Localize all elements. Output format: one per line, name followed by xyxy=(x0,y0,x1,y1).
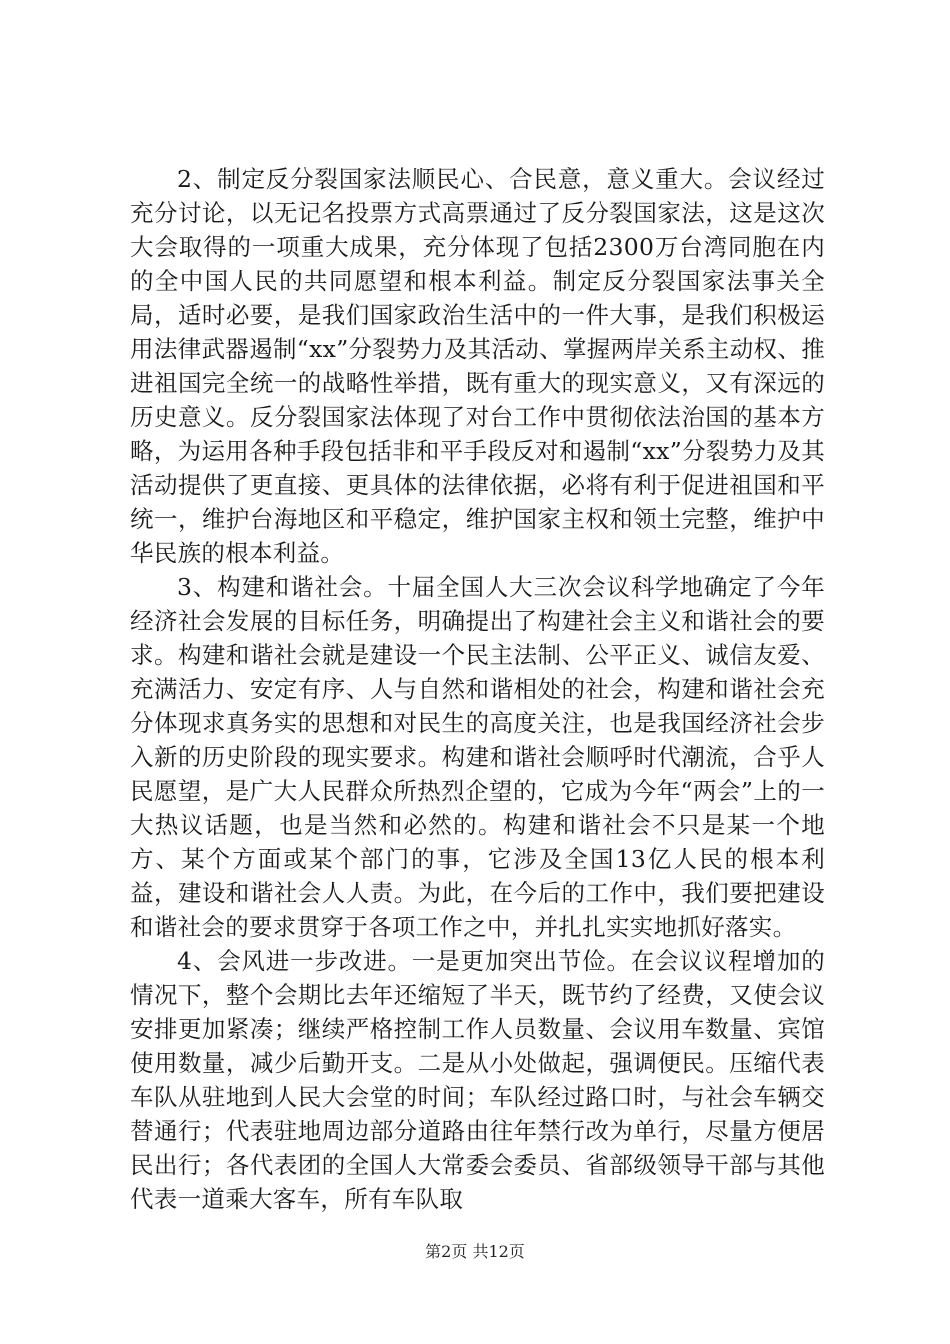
document-body xyxy=(130,162,825,1216)
paragraph-item-2: 2、制定反分裂国家法顺民心、合民意，意义重大。会议经过充分讨论，以无记名投票方式高票通过了反分裂国家法，这是这次大会取得的一项重大成果，充分体现了包括2300万台湾同胞在内的全中国人民的共同愿望和根本利益。制定反分裂国家法事关全局，适时必要，是我们国家政治生活中的一件大事，是我们积极运用法律武器遏制“xx”分裂势力及其活动、掌握两岸关系主动权、推进祖国完全统一的战略性举措，既有重大的现实意义，又有深远的历史意义。反分裂国家法体现了对台工作中贯彻依法治国的基本方略，为运用各种手段包括非和平手段反对和遏制“xx”分裂势力及其活动提供了更直接、更具体的法律依据，必将有利于促进祖国和平统一，维护台海地区和平稳定，维护国家主权和领土完整，维护中华民族的根本利益。 xyxy=(130,165,825,567)
paragraph-item-4: 4、会风进一步改进。一是更加突出节俭。在会议议程增加的情况下，整个会期比去年还缩短了半天，既节约了经费，又使会议安排更加紧凑；继续严格控制工作人员数量、会议用车数量、宾馆使用数量，减少后勤开支。二是从小处做起，强调便民。压缩代表车队从驻地到人民大会堂的时间；车队经过路口时，与社会车辆交替通行；代表驻地周边部分道路由往年禁行改为单行，尽量方便居民出行；各代表团的全国人大常委会委员、省部级领导干部与其他代表一道乘大客车，所有车队取 xyxy=(130,947,825,1213)
paragraph-item-3: 3、构建和谐社会。十届全国人大三次会议科学地确定了今年经济社会发展的目标任务，明确提出了构建社会主义和谐社会的要求。构建和谐社会就是建设一个民主法制、公平正义、诚信友爱、充满活力、安定有序、人与自然和谐相处的社会，构建和谐社会充分体现求真务实的思想和对民生的高度关注，也是我国经济社会步入新的历史阶段的现实要求。构建和谐社会顺呼时代潮流，合乎人民愿望，是广大人民群众所热烈企望的，它成为今年“两会”上的一大热议话题，也是当然和必然的。构建和谐社会不只是某一个地方、某个方面或某个部门的事，它涉及全国13亿人民的根本利益，建设和谐社会人人责。为此，在今后的工作中，我们要把建设和谐社会的要求贯穿于各项工作之中，并扎扎实实地抓好落实。 xyxy=(130,573,825,941)
page-number-footer: 第2页 共12页 xyxy=(425,1242,525,1261)
